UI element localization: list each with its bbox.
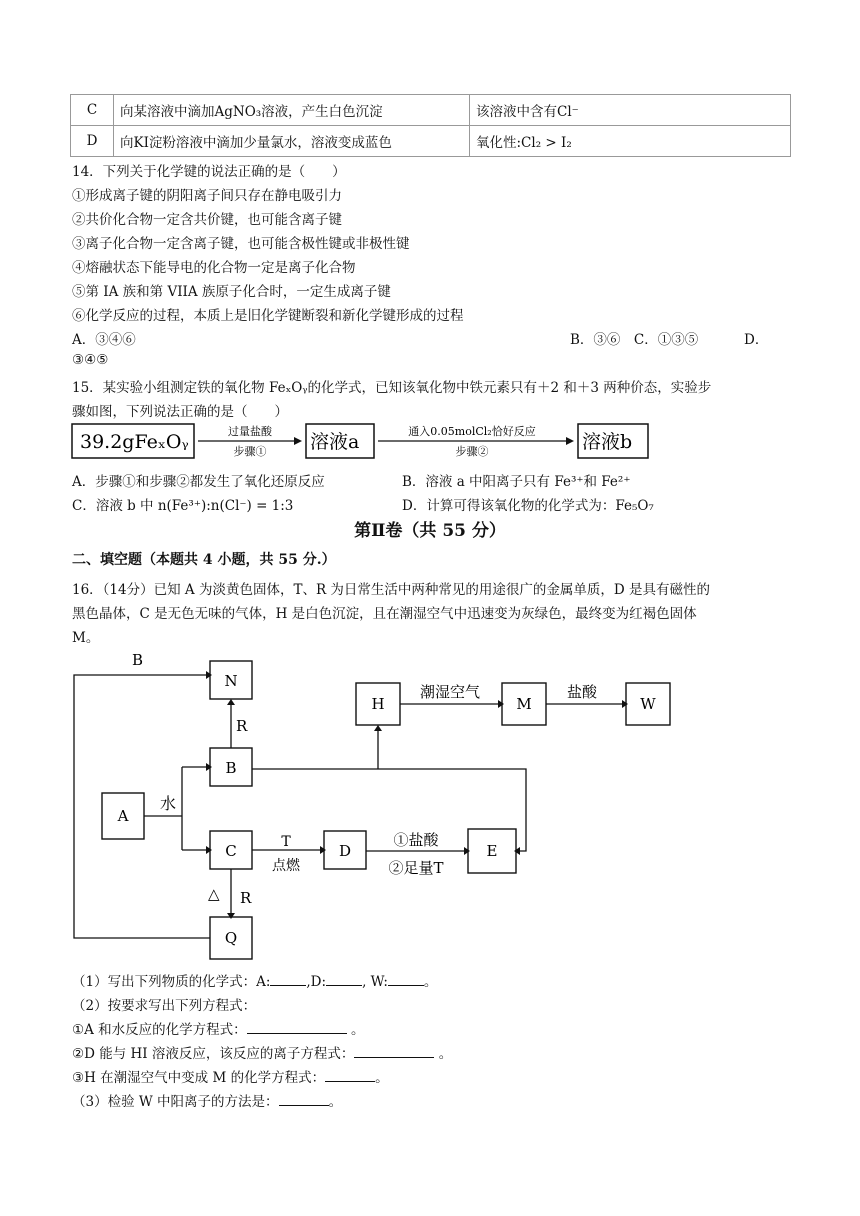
q15-option-b: B．溶液 a 中阳离子只有 Fe³⁺和 Fe²⁺: [402, 474, 631, 490]
node-c-label: C: [225, 842, 237, 860]
arrow-step1-bottom: 步骤①: [233, 445, 267, 458]
q16-sub2-1: [72, 1018, 364, 1038]
arrow-step2-head: [566, 437, 574, 445]
q16-sub1: [72, 970, 437, 990]
answer-blank-eq2[interactable]: [354, 1045, 434, 1058]
arrow-step2-top: 通入0.05molCl₂恰好反应: [408, 425, 536, 438]
period: 。: [438, 1046, 453, 1062]
q14-item: ①形成离子键的阴阳离子间只存在静电吸引力: [72, 188, 342, 204]
q15-option-c: C．溶液 b 中 n(Fe³⁺):n(Cl⁻) = 1:3: [72, 498, 294, 514]
q14-item: ⑤第 IA 族和第 VIIA 族原子化合时，一定生成离子键: [72, 284, 391, 300]
section-title: 二、填空题（本题共 4 小题，共 55 分.）: [72, 552, 336, 568]
box-sample-label: 39.2gFeₓOᵧ: [80, 431, 189, 453]
node-n-label: N: [224, 672, 238, 690]
label-heat: △: [208, 885, 220, 903]
answer-blank-a[interactable]: [270, 973, 306, 986]
label-moist-air: 潮湿空气: [419, 683, 481, 701]
q14-item: ③离子化合物一定含离子键，也可能含极性键或非极性键: [72, 236, 410, 252]
node-w-label: W: [640, 695, 656, 713]
node-e-label: E: [486, 842, 498, 860]
q16-stem: 16．（14分）已知 A 为淡黄色固体，T、R 为日常生活中两种常见的用途很广的金属单质，D 是具有磁性的: [72, 582, 711, 598]
q14-option-bc: B．③⑥ C．①③⑤: [570, 332, 699, 348]
label-hcl-step1: ①盐酸: [393, 831, 439, 849]
arrow-step1-head: [294, 437, 302, 445]
sub2-3-text: ③H 在潮湿空气中变成 M 的化学方程式：: [72, 1070, 326, 1086]
table-row: [71, 95, 791, 126]
table-row: [71, 126, 791, 157]
q14-item: ⑥化学反应的过程，本质上是旧化学键断裂和新化学键形成的过程: [72, 308, 464, 324]
period: 。: [350, 1022, 365, 1038]
answer-blank-eq1[interactable]: [247, 1021, 347, 1034]
q15-stem-cont: 骤如图，下列说法正确的是（ ）: [72, 404, 288, 420]
q16-sub2-3: [72, 1066, 389, 1086]
arrow-heads: [206, 671, 628, 919]
box-solution-b-label: 溶液b: [582, 431, 633, 453]
label-ignite: 点燃: [272, 858, 300, 874]
options-table: [70, 94, 791, 157]
q14-item: ④熔融状态下能导电的化合物一定是离子化合物: [72, 260, 356, 276]
label-r-up: R: [236, 717, 248, 735]
sub1-prefix: （1）写出下列物质的化学式：A:: [72, 974, 271, 990]
period: 。: [328, 1094, 343, 1110]
q14-stem: 14．下列关于化学键的说法正确的是（ ）: [72, 164, 346, 180]
option-key: C: [71, 95, 114, 126]
connector-lines: [74, 675, 622, 938]
box-solution-a-label: 溶液a: [310, 431, 360, 453]
arrow-step2-bottom: 步骤②: [455, 445, 489, 458]
label-hcl: 盐酸: [566, 683, 598, 701]
q15-option-d: D．计算可得该氧化物的化学式为：Fe₅O₇: [402, 498, 654, 514]
q14-option-a: A．③④⑥: [72, 332, 136, 348]
node-h-label: H: [371, 695, 385, 713]
answer-blank-eq3[interactable]: [325, 1069, 375, 1082]
node-d-label: D: [338, 842, 352, 860]
option-method: 向KI淀粉溶液中滴加少量氯水，溶液变成蓝色: [114, 126, 470, 157]
q16-sub2-2: [72, 1042, 452, 1062]
q14-option-d-content: ③④⑤: [72, 352, 109, 368]
node-q-label: Q: [224, 929, 238, 947]
q16-stem-cont: 黑色晶体，C 是无色无味的气体，H 是白色沉淀，且在潮湿空气中迅速变为灰绿色，最终变为红褐色固体: [72, 606, 697, 622]
part2-title: 第Ⅱ卷（共 55 分）: [354, 521, 506, 541]
sub2-1-text: ①A 和水反应的化学方程式：: [72, 1022, 247, 1038]
answer-blank-method[interactable]: [279, 1093, 329, 1106]
node-b-label: B: [225, 759, 237, 777]
label-excess-t: ②足量T: [388, 859, 444, 877]
q14-item: ②共价化合物一定含共价键，也可能含离子键: [72, 212, 342, 228]
q16-stem-end: M。: [72, 630, 100, 646]
q15-flow-diagram: [70, 418, 670, 468]
answer-blank-w[interactable]: [388, 973, 424, 986]
q16-reaction-diagram: [60, 645, 700, 965]
q14-option-d: D．: [744, 332, 769, 348]
option-conclusion: 该溶液中含有Cl⁻: [470, 95, 791, 126]
label-t: T: [281, 834, 291, 850]
sub1-d: ,D:: [306, 974, 327, 990]
sub3-text: （3）检验 W 中阳离子的方法是：: [72, 1094, 279, 1110]
option-conclusion: 氧化性:Cl₂ > I₂: [470, 126, 791, 157]
sub2-2-text: ②D 能与 HI 溶液反应，该反应的离子方程式：: [72, 1046, 355, 1062]
sub1-end: 。: [423, 974, 438, 990]
label-b-top: B: [132, 651, 144, 669]
q16-sub2: （2）按要求写出下列方程式：: [72, 998, 257, 1014]
answer-blank-d[interactable]: [326, 973, 362, 986]
q15-stem: 15．某实验小组测定铁的氧化物 FeₓOᵧ的化学式，已知该氧化物中铁元素只有＋2 和＋3 两种价态，实验步: [72, 380, 712, 396]
arrow-step1-top: 过量盐酸: [228, 425, 272, 438]
label-r-down: R: [240, 889, 252, 907]
option-method: 向某溶液中滴加AgNO₃溶液，产生白色沉淀: [114, 95, 470, 126]
option-key: D: [71, 126, 114, 157]
sub1-w: , W:: [362, 974, 388, 990]
node-m-label: M: [516, 695, 532, 713]
period: 。: [375, 1070, 389, 1086]
label-water: 水: [160, 794, 177, 813]
q15-option-a: A．步骤①和步骤②都发生了氧化还原反应: [72, 474, 325, 490]
q16-sub3: [72, 1090, 342, 1110]
node-a-label: A: [117, 807, 129, 825]
